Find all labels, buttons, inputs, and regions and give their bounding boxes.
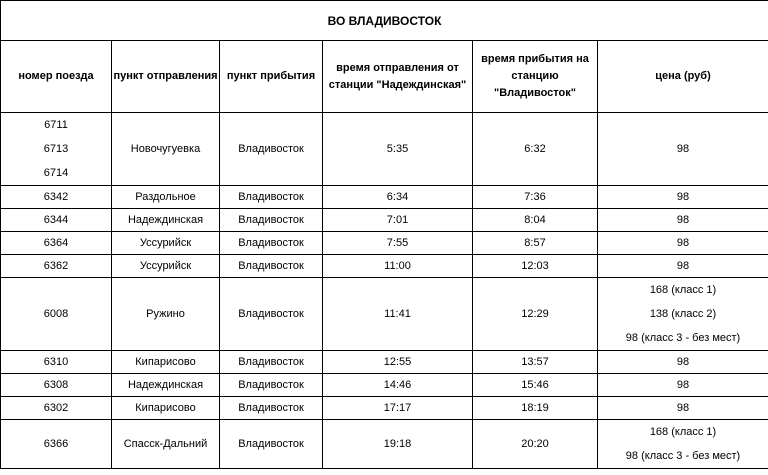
arrive-time: 15:46 bbox=[473, 374, 598, 397]
depart-time: 11:41 bbox=[323, 278, 473, 351]
train-number-cell bbox=[1, 113, 112, 186]
price: 98 bbox=[598, 397, 768, 420]
table-row bbox=[1, 420, 768, 469]
from-station: Надеждинская bbox=[112, 209, 220, 232]
train-number: 6310 bbox=[1, 351, 112, 374]
table-row bbox=[1, 351, 768, 374]
from-station: Кипарисово bbox=[112, 351, 220, 374]
from-station: Раздольное bbox=[112, 186, 220, 209]
train-number: 6366 bbox=[1, 420, 112, 469]
arrive-time: 13:57 bbox=[473, 351, 598, 374]
depart-time: 17:17 bbox=[323, 397, 473, 420]
price: 168 (класс 1) bbox=[649, 284, 717, 296]
table-row bbox=[1, 186, 768, 209]
header-to: пункт прибытия bbox=[220, 41, 323, 113]
table-row bbox=[1, 209, 768, 232]
depart-time: 7:01 bbox=[323, 209, 473, 232]
from-station: Новочугуевка bbox=[112, 113, 220, 186]
from-station: Спасск-Дальний bbox=[112, 420, 220, 469]
from-station: Надеждинская bbox=[112, 374, 220, 397]
to-station: Владивосток bbox=[220, 113, 323, 186]
train-number: 6714 bbox=[43, 167, 69, 179]
arrive-time: 8:57 bbox=[473, 232, 598, 255]
arrive-time: 20:20 bbox=[473, 420, 598, 469]
header-row bbox=[1, 41, 768, 113]
table-row bbox=[1, 278, 768, 351]
to-station: Владивосток bbox=[220, 420, 323, 469]
to-station: Владивосток bbox=[220, 232, 323, 255]
arrive-time: 7:36 bbox=[473, 186, 598, 209]
depart-time: 19:18 bbox=[323, 420, 473, 469]
depart-time: 7:55 bbox=[323, 232, 473, 255]
depart-time: 12:55 bbox=[323, 351, 473, 374]
table-row bbox=[1, 397, 768, 420]
depart-time: 14:46 bbox=[323, 374, 473, 397]
to-station: Владивосток bbox=[220, 351, 323, 374]
price: 98 bbox=[598, 374, 768, 397]
title-row bbox=[1, 1, 768, 41]
train-number: 6344 bbox=[1, 209, 112, 232]
arrive-time: 18:19 bbox=[473, 397, 598, 420]
price: 168 (класс 1) bbox=[649, 426, 717, 438]
from-station: Уссурийск bbox=[112, 255, 220, 278]
arrive-time: 12:03 bbox=[473, 255, 598, 278]
to-station: Владивосток bbox=[220, 278, 323, 351]
from-station: Ружино bbox=[112, 278, 220, 351]
train-number: 6342 bbox=[1, 186, 112, 209]
train-number: 6364 bbox=[1, 232, 112, 255]
to-station: Владивосток bbox=[220, 374, 323, 397]
to-station: Владивосток bbox=[220, 397, 323, 420]
price: 98 (класс 3 - без мест) bbox=[625, 332, 741, 344]
price: 98 bbox=[598, 113, 768, 186]
from-station: Уссурийск bbox=[112, 232, 220, 255]
price-cell bbox=[598, 278, 768, 351]
train-number: 6711 bbox=[44, 119, 68, 131]
table-row bbox=[1, 374, 768, 397]
price: 98 bbox=[598, 351, 768, 374]
table-row bbox=[1, 113, 768, 186]
train-number: 6713 bbox=[43, 143, 69, 155]
to-station: Владивосток bbox=[220, 209, 323, 232]
to-station: Владивосток bbox=[220, 255, 323, 278]
price: 98 bbox=[598, 232, 768, 255]
to-station: Владивосток bbox=[220, 186, 323, 209]
train-number: 6308 bbox=[1, 374, 112, 397]
depart-time: 5:35 bbox=[323, 113, 473, 186]
table-row bbox=[1, 255, 768, 278]
price: 98 bbox=[598, 255, 768, 278]
price: 98 bbox=[598, 186, 768, 209]
table-row bbox=[1, 232, 768, 255]
arrive-time: 6:32 bbox=[473, 113, 598, 186]
depart-time: 6:34 bbox=[323, 186, 473, 209]
price: 138 (класс 2) bbox=[649, 308, 717, 320]
header-train: номер поезда bbox=[1, 41, 112, 113]
train-number: 6362 bbox=[1, 255, 112, 278]
header-from: пункт отправления bbox=[112, 41, 220, 113]
arrive-time: 8:04 bbox=[473, 209, 598, 232]
price: 98 bbox=[598, 209, 768, 232]
table-title: ВО ВЛАДИВОСТОК bbox=[1, 1, 768, 41]
header-arrive: время прибытия на станцию "Владивосток" bbox=[473, 41, 598, 113]
price-cell bbox=[598, 420, 768, 469]
header-price: цена (руб) bbox=[598, 41, 768, 113]
depart-time: 11:00 bbox=[323, 255, 473, 278]
arrive-time: 12:29 bbox=[473, 278, 598, 351]
from-station: Кипарисово bbox=[112, 397, 220, 420]
header-depart: время отправления от станции "Надеждинская" bbox=[323, 41, 473, 113]
train-number: 6302 bbox=[1, 397, 112, 420]
train-number: 6008 bbox=[1, 278, 112, 351]
price: 98 (класс 3 - без мест) bbox=[625, 450, 741, 462]
